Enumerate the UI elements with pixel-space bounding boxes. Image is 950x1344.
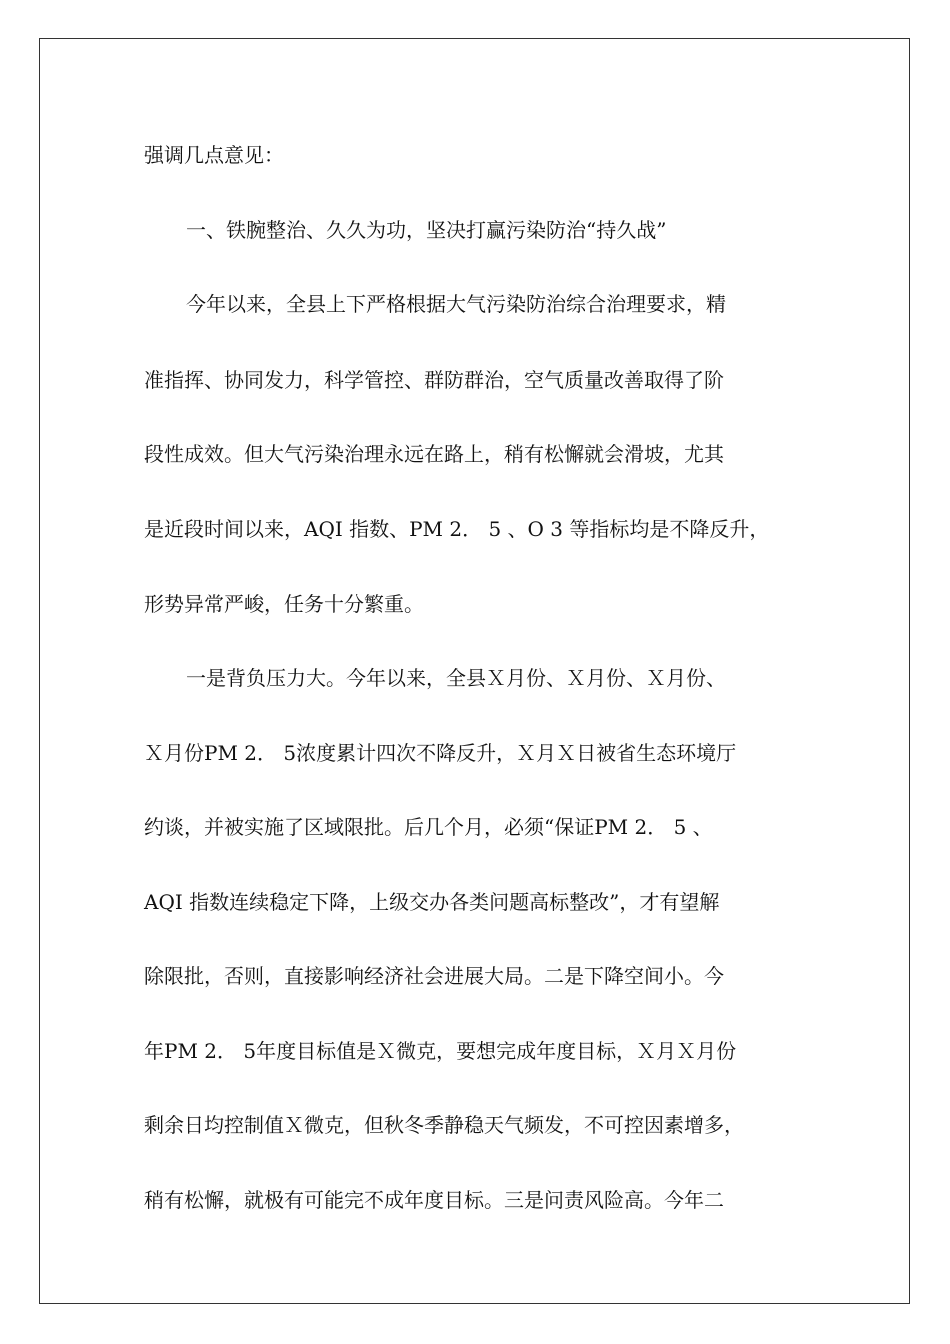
text-line-15: 稍有松懈，就极有可能完不成年度目标。三是问责风险高。今年二	[144, 1188, 724, 1212]
text-line-10: 约谈，并被实施了区域限批。后几个月，必须“保证PM 2． 5 、	[144, 815, 713, 839]
text-line-9: Ｘ月份PM 2． 5浓度累计四次不降反升，Ｘ月Ｘ日被省生态环境厅	[144, 741, 737, 765]
text-line-5: 段性成效。但大气污染治理永远在路上，稍有松懈就会滑坡，尤其	[144, 442, 724, 466]
text-line-7: 形势异常严峻，任务十分繁重。	[144, 592, 424, 616]
text-line-11: AQI 指数连续稳定下降，上级交办各类问题高标整改”，才有望解	[144, 890, 720, 914]
section-heading: 一、铁腕整治、久久为功，坚决打赢污染防治“持久战”	[186, 218, 667, 242]
text-line-3: 今年以来，全县上下严格根据大气污染防治综合治理要求，精	[186, 292, 726, 316]
text-line-14: 剩余日均控制值Ｘ微克，但秋冬季静稳天气频发，不可控因素增多，	[144, 1113, 744, 1137]
text-line-4: 准指挥、协同发力，科学管控、群防群治，空气质量改善取得了阶	[144, 368, 724, 392]
text-line-13: 年PM 2． 5年度目标值是Ｘ微克，要想完成年度目标，Ｘ月Ｘ月份	[144, 1039, 737, 1063]
text-line-12: 除限批，否则，直接影响经济社会进展大局。二是下降空间小。今	[144, 964, 724, 988]
text-line-1: 强调几点意见：	[144, 143, 284, 167]
text-line-6: 是近段时间以来，AQI 指数、PM 2． 5 、O 3 等指标均是不降反升，	[144, 517, 770, 541]
text-line-8: 一是背负压力大。今年以来，全县Ｘ月份、Ｘ月份、Ｘ月份、	[186, 666, 726, 690]
